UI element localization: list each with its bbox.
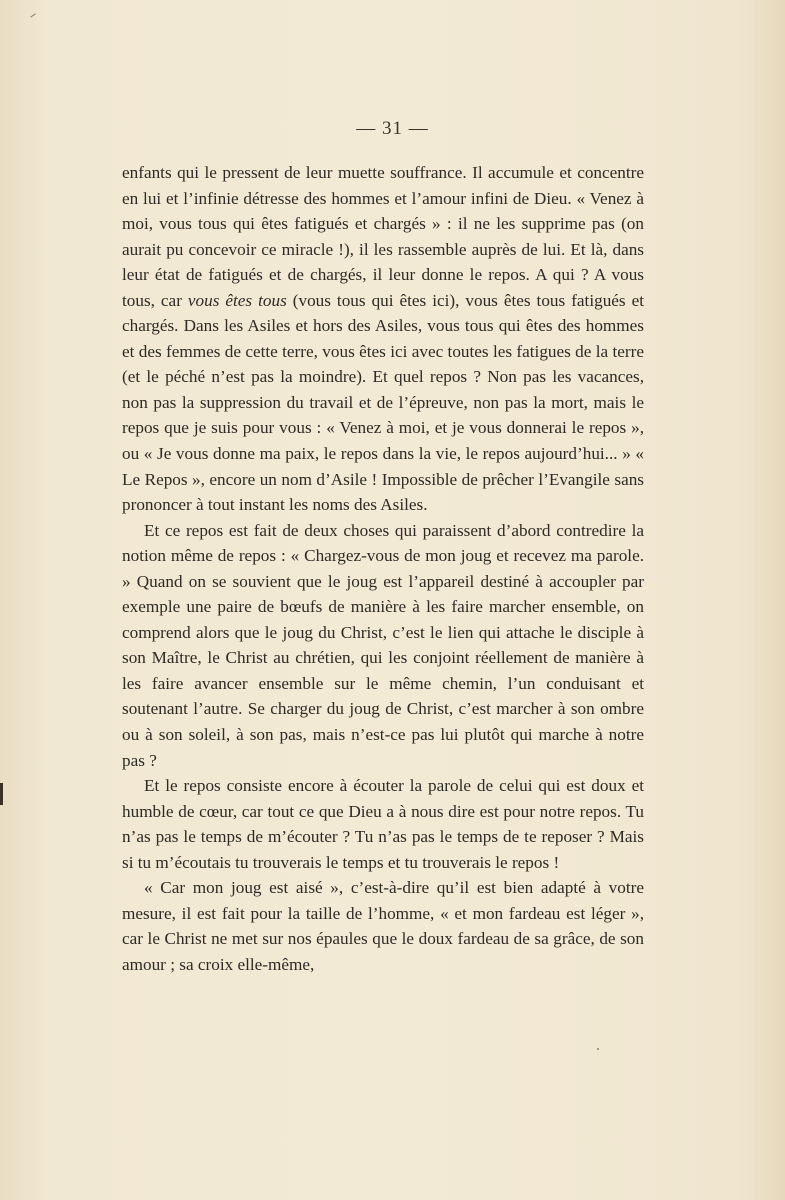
- body-text: [122, 160, 644, 978]
- emphasis: vous êtes tous: [187, 290, 287, 310]
- corner-mark: [30, 13, 35, 17]
- paragraph-2: Et ce repos est fait de deux choses qui paraissent d’abord contredire la notion même de repos : « Chargez-vous de mon joug et recevez ma parole. » Quand on se souvient que le joug est l’appareil destiné à accoupler par exemple une paire de bœufs de manière à les faire marcher ensemble, on comprend alors que le joug du Christ, c’est le lien qui attache le disciple à son Maître, le Christ au chrétien, qui les conjoint réellement de manière à les faire avancer ensemble sur le même chemin, l’un conduisant et soutenant l’autre. Se charger du joug de Christ, c’est marcher à son ombre ou à son soleil, à son pas, mais n’est-ce pas lui plutôt qui marche à notre pas ?: [122, 520, 644, 770]
- page-number: — 31 —: [356, 118, 429, 139]
- paper-speck: [597, 1048, 599, 1050]
- margin-mark: [0, 783, 3, 805]
- paragraph-3: Et le repos consiste encore à écouter la parole de celui qui est doux et humble de cœur, car tout ce que Dieu a à nous dire est pour notre repos. Tu n’as pas le temps de m’écouter ? Tu n’as pas le temps de te reposer ? Mais si tu m’écoutais tu trouverais le temps et tu trouverais le repos !: [122, 776, 644, 872]
- paragraph-4: « Car mon joug est aisé », c’est-à-dire qu’il est bien adapté à votre mesure, il est fait pour la taille de l’homme, « et mon fardeau est léger », car le Christ ne met sur nos épaules que le doux fardeau de sa grâce, de son amour ; sa croix elle-même,: [122, 878, 644, 974]
- paragraph-1: enfants qui le pressent de leur muette souffrance. Il accumule et concentre en lui et l’infinie détresse des hommes et l’amour infini de Dieu. « Venez à moi, vous tous qui êtes fatigués et chargés » : il ne les supprime pas (on aurait pu concevoir ce miracle !), il les rassemble auprès de lui. Et là, dans leur état de fatigués et de chargés, il leur donne le repos. A qui ? A vous tous, car vous êtes tous (vous tous qui êtes ici), vous êtes tous fatigués et chargés. Dans les Asiles et hors des Asiles, vous tous qui êtes des hommes et des femmes de cette terre, vous êtes ici avec toutes les fatigues de la terre (et le péché n’est pas la moindre). Et quel repos ? Non pas les vacances, non pas la suppression du travail et de l’épreuve, non pas la mort, mais le repos que je suis pour vous : « Venez à moi, et je vous donnerai le repos », ou « Je vous donne ma paix, le repos dans la vie, le repos aujourd’hui... » « Le Repos », encore un nom d’Asile ! Impossible de prêcher l’Evangile sans prononcer à tout instant les noms des Asiles.: [122, 163, 644, 515]
